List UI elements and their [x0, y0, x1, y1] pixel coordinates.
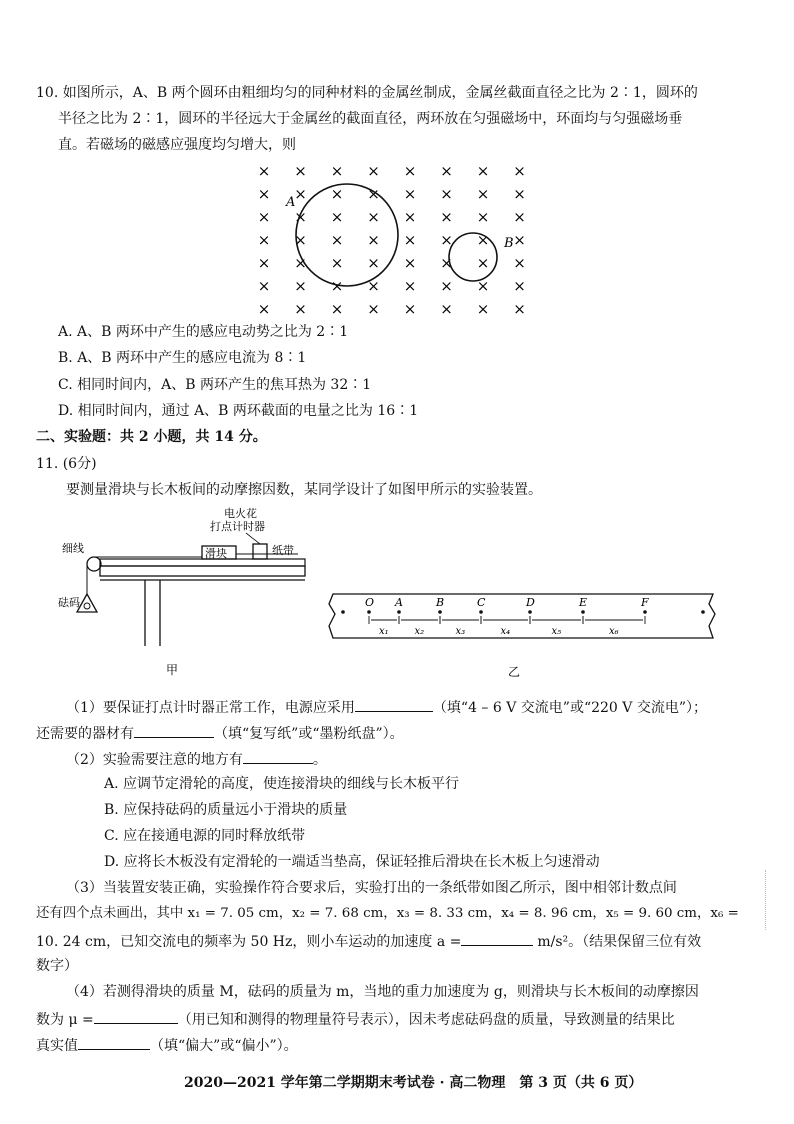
field-cross: ×: [513, 208, 526, 226]
field-cross: ×: [367, 300, 380, 318]
field-cross: ×: [330, 185, 344, 203]
ring-a: [296, 184, 398, 286]
tape-point-label: C: [477, 596, 486, 609]
spark-timer: [253, 544, 267, 559]
field-cross: ×: [257, 277, 271, 295]
field-cross: ×: [513, 277, 526, 295]
acceleration-blank[interactable]: [461, 931, 533, 946]
field-cross: ×: [294, 300, 307, 318]
field-crosses: [258, 162, 526, 318]
q10-option-a: A. A、B 两环中产生的感应电动势之比为 2∶1: [58, 324, 349, 340]
ring-a-label: A: [286, 195, 296, 210]
field-cross: ×: [403, 254, 417, 272]
tape-dot: [397, 610, 401, 614]
segment-label: x₂: [414, 626, 425, 637]
field-cross: ×: [513, 300, 526, 318]
friction-coefficient-blank[interactable]: [94, 1009, 178, 1024]
q11-part3-line3: [36, 931, 701, 951]
segment-label: x₁: [379, 626, 389, 637]
tape-point-label: D: [526, 596, 535, 609]
q11-part1-line2: [36, 723, 404, 743]
q11-part2: [66, 749, 327, 769]
tape-dot: [438, 610, 442, 614]
q11-part1-hint2: （填“复写纸”或“墨粉纸盘”）。: [214, 726, 404, 742]
field-cross: ×: [367, 162, 380, 180]
q10-stem-line3: 直。若磁场的磁感应强度均匀增大，则: [58, 137, 296, 153]
field-cross: ×: [257, 185, 271, 203]
field-cross: ×: [440, 208, 453, 226]
segment-label: x₃: [455, 626, 466, 637]
field-cross: ×: [330, 231, 344, 249]
field-cross: ×: [440, 162, 453, 180]
field-cross: ×: [513, 254, 526, 272]
q11-number: 11. (6分): [36, 456, 97, 472]
field-cross: ×: [257, 208, 271, 226]
q11-part2-option-a: A. 应调节定滑轮的高度，使连接滑块的细线与长木板平行: [104, 776, 460, 792]
q10-stem-line2: 半径之比为 2∶1，圆环的半径远大于金属丝的截面直径，两环放在匀强磁场中，环面均与匀强磁场垂: [58, 111, 683, 127]
q11-part4-hint2: （填“偏大”或“偏小”）。: [150, 1038, 298, 1054]
tape-dot: [367, 610, 371, 614]
pulley: [87, 557, 101, 571]
field-cross: ×: [294, 231, 307, 249]
field-cross: ×: [294, 185, 307, 203]
field-cross: ×: [367, 277, 380, 295]
string-label: 细线: [62, 542, 84, 555]
field-cross: ×: [403, 185, 417, 203]
block-label: 滑块: [205, 547, 227, 560]
tape-point-label: A: [395, 596, 403, 609]
tape-dot: [479, 610, 483, 614]
field-cross: ×: [257, 162, 271, 180]
q11-part4-line1: （4）若测得滑块的质量 M，砝码的质量为 m，当地的重力加速度为 g，则滑块与长木板间的动摩擦因: [66, 984, 699, 1000]
field-cross: ×: [294, 208, 307, 226]
section-heading: 二、实验题：共 2 小题，共 14 分。: [36, 429, 267, 445]
fig-b-caption: 乙: [508, 665, 521, 679]
q11-part1-prompt2: 还需要的器材有: [36, 726, 134, 742]
tape-point-label: F: [641, 596, 649, 609]
field-cross: ×: [294, 277, 307, 295]
field-cross: ×: [403, 231, 417, 249]
field-cross: ×: [440, 231, 453, 249]
weight-label: 砝码: [58, 596, 80, 609]
ring-b-label: B: [504, 236, 514, 251]
page-footer: 2020—2021 学年第二学期期末考试卷 · 高二物理 第 3 页（共 6 页）: [184, 1075, 643, 1091]
q10-stem-line1: 10. 如图所示，A、B 两个圆环由粗细均匀的同种材料的金属丝制成，金属丝截面直径之比为 2∶1，圆环的: [36, 85, 698, 101]
ring-b: [449, 233, 497, 281]
q11-part4-line2: [36, 1009, 675, 1029]
apparatus-figure: [50, 506, 310, 676]
field-cross: ×: [294, 254, 307, 272]
field-cross: ×: [294, 162, 307, 180]
q11-part2-option-d: D. 应将长木板没有定滑轮的一端适当垫高，保证轻推后滑块在长木板上匀速滑动: [104, 854, 600, 870]
q11-part1-line1: [66, 697, 707, 717]
field-cross: ×: [367, 254, 380, 272]
field-cross: ×: [440, 185, 453, 203]
field-cross: ×: [403, 277, 417, 295]
power-source-blank[interactable]: [355, 697, 433, 712]
field-cross: ×: [367, 185, 380, 203]
segment-label: x₄: [500, 626, 511, 637]
q11-part4-line3: [36, 1035, 298, 1055]
field-cross: ×: [367, 208, 380, 226]
q11-part3-line1: （3）当装置安装正确，实验操作符合要求后，实验打出的一条纸带如图乙所示，图中相邻计数点间: [66, 880, 677, 896]
q10-option-c: C. 相同时间内，A、B 两环产生的焦耳热为 32∶1: [58, 377, 372, 393]
q11-intro: 要测量滑块与长木板间的动摩擦因数，某同学设计了如图甲所示的实验装置。: [66, 482, 542, 498]
q11-part2-option-b: B. 应保持砝码的质量远小于滑块的质量: [104, 802, 348, 818]
field-cross: ×: [367, 231, 380, 249]
field-cross: ×: [476, 185, 490, 203]
timer-label-2: 打点计时器: [210, 520, 265, 533]
q11-part3-line2: 还有四个点未画出，其中 x₁ = 7. 05 cm，x₂ = 7. 68 cm，x₃ = 8. 33 cm，x₄ = 8. 96 cm，x₅ = 9. 60 cm，x₆ =: [36, 906, 739, 921]
field-cross: ×: [403, 300, 417, 318]
paper-tape-figure: [325, 590, 725, 680]
q11-part1-hint: （填“4 – 6 V 交流电”或“220 V 交流电”）；: [432, 700, 707, 716]
tape-point-label: B: [436, 596, 445, 609]
field-cross: ×: [513, 162, 526, 180]
field-cross: ×: [513, 231, 526, 249]
field-cross: ×: [476, 254, 490, 272]
q11-part2-end: 。: [312, 752, 327, 768]
field-cross: ×: [513, 185, 526, 203]
field-cross: ×: [330, 254, 344, 272]
q11-part4-hint: （用已知和测得的物理量符号表示），因未考虑砝码盘的质量，导致测量的结果比: [177, 1012, 675, 1028]
field-cross: ×: [440, 277, 453, 295]
field-cross: ×: [257, 300, 271, 318]
segment-label: x₆: [609, 626, 619, 637]
tape-point-label: O: [365, 596, 375, 609]
q11-part3-unit: m/s²。（结果保留三位有效: [537, 934, 702, 950]
tape-dot: [643, 610, 647, 614]
q11-part2-prompt: （2）实验需要注意的地方有: [66, 752, 243, 768]
tape-points: [365, 596, 649, 637]
field-cross: ×: [476, 162, 490, 180]
q11-part4-prompt2: 真实值: [36, 1038, 78, 1054]
q11-part3-prompt: 10. 24 cm，已知交流电的频率为 50 Hz，则小车运动的加速度 a =: [36, 934, 462, 950]
field-cross: ×: [440, 300, 453, 318]
error-direction-blank[interactable]: [78, 1035, 150, 1050]
timer-label-1: 电火花: [224, 507, 257, 520]
tape-label: 纸带: [272, 544, 294, 557]
magnetic-field-figure: [250, 152, 550, 322]
field-cross: ×: [476, 277, 490, 295]
q11-part3-line4: 数字）: [36, 958, 78, 974]
q11-part2-option-c: C. 应在接通电源的同时释放纸带: [104, 828, 306, 844]
q11-part4-prompt: 数为 μ =: [36, 1012, 94, 1028]
q10-option-b: B. A、B 两环中产生的感应电流为 8∶1: [58, 350, 307, 366]
q11-part1-prompt: （1）要保证打点计时器正常工作，电源应采用: [66, 700, 355, 716]
field-cross: ×: [330, 208, 344, 226]
field-cross: ×: [403, 208, 417, 226]
page-edge-mark: [765, 870, 774, 930]
field-cross: ×: [257, 254, 271, 272]
field-cross: ×: [330, 162, 344, 180]
tape-dot: [581, 610, 585, 614]
field-cross: ×: [440, 254, 453, 272]
tape-dot: [528, 610, 532, 614]
field-cross: ×: [476, 231, 490, 249]
equipment-blank[interactable]: [134, 723, 214, 738]
fig-a-caption: 甲: [166, 663, 179, 676]
tape-point-label: E: [579, 596, 588, 609]
q10-option-d: D. 相同时间内，通过 A、B 两环截面的电量之比为 16∶1: [58, 403, 419, 419]
field-cross: ×: [476, 208, 490, 226]
field-cross: ×: [476, 300, 490, 318]
notes-blank[interactable]: [243, 749, 313, 764]
field-cross: ×: [330, 300, 344, 318]
field-cross: ×: [257, 231, 271, 249]
field-cross: ×: [403, 162, 417, 180]
field-cross: ×: [330, 277, 344, 295]
segment-label: x₅: [551, 626, 562, 637]
